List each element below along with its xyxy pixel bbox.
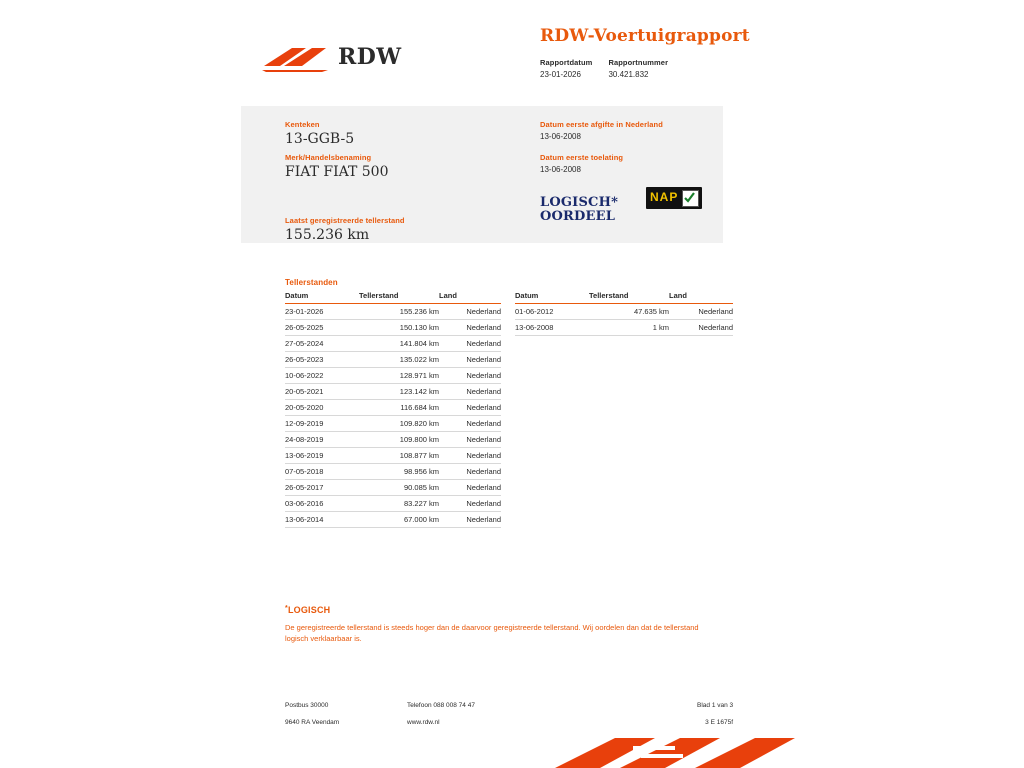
cell-datum: 20-05-2021 — [285, 384, 359, 400]
cell-datum: 26-05-2023 — [285, 352, 359, 368]
table-row — [285, 416, 501, 432]
cell-tellerstand: 90.085 km — [359, 480, 439, 496]
footer-form-code: 3 E 1675f — [705, 719, 733, 726]
footer-contact — [407, 702, 475, 726]
bottom-decorative-graphic-icon — [545, 738, 805, 768]
column-header-tellerstand: Tellerstand — [359, 291, 439, 304]
nap-badge — [646, 187, 702, 209]
cell-land: Nederland — [439, 480, 501, 496]
table-header-row — [515, 291, 733, 304]
table-row — [515, 320, 733, 336]
rdw-arrow-logo-icon — [262, 46, 330, 72]
footnote-body: De geregistreerde tellerstand is steeds hoger dan de daarvoor geregistreerde tellerstand. Wij oordelen dan dat de tellerstand logisch verklaarbaar is. — [285, 623, 699, 643]
cell-tellerstand: 83.227 km — [359, 496, 439, 512]
table-row — [285, 432, 501, 448]
table-row — [285, 496, 501, 512]
cell-datum: 07-05-2018 — [285, 464, 359, 480]
table-row — [285, 400, 501, 416]
footnote-title-text: LOGISCH — [287, 605, 331, 615]
last-odometer-value: 155.236 km — [285, 227, 370, 243]
cell-datum: 23-01-2026 — [285, 304, 359, 320]
judgement-line-2: OORDEEL — [540, 209, 616, 224]
cell-land: Nederland — [439, 448, 501, 464]
cell-datum: 13-06-2014 — [285, 512, 359, 528]
footnote-star: * — [285, 605, 288, 612]
cell-tellerstand: 155.236 km — [359, 304, 439, 320]
cell-datum: 10-06-2022 — [285, 368, 359, 384]
table-row — [285, 448, 501, 464]
report-meta — [540, 58, 840, 79]
cell-land: Nederland — [439, 320, 501, 336]
cell-datum: 13-06-2008 — [515, 320, 589, 336]
cell-tellerstand: 135.022 km — [359, 352, 439, 368]
table-row — [515, 304, 733, 320]
table-row — [285, 304, 501, 320]
first-admission-value: 13-06-2008 — [540, 165, 581, 174]
table-row — [285, 336, 501, 352]
report-number-label: Rapportnummer — [608, 58, 669, 67]
odometer-section-title: Tellerstanden — [285, 278, 338, 287]
first-admission-label: Datum eerste toelating — [540, 153, 624, 162]
footer-pagination — [697, 702, 733, 726]
cell-tellerstand: 1 km — [589, 320, 669, 336]
cell-land: Nederland — [669, 320, 733, 336]
report-number-value: 30.421.832 — [608, 70, 649, 79]
cell-datum: 01-06-2012 — [515, 304, 589, 320]
footnote-block — [285, 605, 705, 644]
footer-address-line-2: 9640 RA Veendam — [285, 719, 340, 726]
column-header-land: Land — [439, 291, 501, 304]
cell-land: Nederland — [439, 384, 501, 400]
kenteken-label: Kenteken — [285, 120, 320, 129]
cell-land: Nederland — [439, 368, 501, 384]
page-title: RDW-Voertuigrapport — [540, 26, 750, 46]
cell-land: Nederland — [439, 304, 501, 320]
footer-page-number: Blad 1 van 3 — [697, 702, 734, 709]
merk-value: FIAT FIAT 500 — [285, 164, 389, 180]
cell-land: Nederland — [439, 432, 501, 448]
judgement-block — [540, 196, 618, 224]
judgement-line-1: LOGISCH* — [540, 195, 619, 210]
table-row — [285, 464, 501, 480]
cell-datum: 24-08-2019 — [285, 432, 359, 448]
cell-tellerstand: 128.971 km — [359, 368, 439, 384]
table-row — [285, 512, 501, 528]
cell-land: Nederland — [439, 416, 501, 432]
table-row — [285, 352, 501, 368]
cell-tellerstand: 108.877 km — [359, 448, 439, 464]
cell-tellerstand: 150.130 km — [359, 320, 439, 336]
odometer-right-body — [515, 304, 733, 336]
cell-land: Nederland — [439, 496, 501, 512]
footer-website[interactable]: www.rdw.nl — [407, 719, 440, 726]
footnote-title — [285, 605, 705, 615]
table-row — [285, 480, 501, 496]
cell-tellerstand: 67.000 km — [359, 512, 439, 528]
first-registration-nl-value: 13-06-2008 — [540, 132, 581, 141]
footer-address — [285, 702, 339, 726]
report-date-block — [540, 58, 604, 79]
cell-tellerstand: 141.804 km — [359, 336, 439, 352]
cell-land: Nederland — [439, 464, 501, 480]
vehicle-summary-panel — [241, 106, 723, 243]
rdw-logo-block — [262, 22, 462, 68]
cell-land: Nederland — [439, 512, 501, 528]
odometer-table-right — [515, 291, 733, 336]
cell-datum: 12-09-2019 — [285, 416, 359, 432]
footer-address-line-1: Postbus 30000 — [285, 702, 329, 709]
cell-land: Nederland — [439, 352, 501, 368]
column-header-datum: Datum — [515, 291, 589, 304]
column-header-land: Land — [669, 291, 733, 304]
cell-tellerstand: 123.142 km — [359, 384, 439, 400]
odometer-left-body — [285, 304, 501, 528]
table-header-row — [285, 291, 501, 304]
report-number-block — [608, 58, 668, 79]
cell-datum: 27-05-2024 — [285, 336, 359, 352]
cell-datum: 13-06-2019 — [285, 448, 359, 464]
cell-datum: 26-05-2025 — [285, 320, 359, 336]
column-header-datum: Datum — [285, 291, 359, 304]
cell-tellerstand: 109.800 km — [359, 432, 439, 448]
brand-name: RDW — [338, 44, 402, 70]
table-row — [285, 384, 501, 400]
cell-tellerstand: 98.956 km — [359, 464, 439, 480]
cell-tellerstand: 47.635 km — [589, 304, 669, 320]
nap-badge-label: NAP — [650, 190, 679, 204]
cell-datum: 20-05-2020 — [285, 400, 359, 416]
cell-tellerstand: 116.684 km — [359, 400, 439, 416]
report-date-label: Rapportdatum — [540, 58, 593, 67]
report-date-value: 23-01-2026 — [540, 70, 581, 79]
odometer-table-left — [285, 291, 501, 528]
column-header-tellerstand: Tellerstand — [589, 291, 669, 304]
kenteken-value: 13-GGB-5 — [285, 131, 355, 147]
cell-land: Nederland — [439, 400, 501, 416]
cell-datum: 26-05-2017 — [285, 480, 359, 496]
cell-datum: 03-06-2016 — [285, 496, 359, 512]
cell-land: Nederland — [439, 336, 501, 352]
table-row — [285, 368, 501, 384]
last-odometer-label: Laatst geregistreerde tellerstand — [285, 216, 405, 225]
cell-tellerstand: 109.820 km — [359, 416, 439, 432]
nap-check-icon — [682, 190, 699, 207]
first-registration-nl-label: Datum eerste afgifte in Nederland — [540, 120, 663, 129]
footer-phone: Telefoon 088 008 74 47 — [407, 702, 475, 709]
cell-land: Nederland — [669, 304, 733, 320]
merk-label: Merk/Handelsbenaming — [285, 153, 372, 162]
table-row — [285, 320, 501, 336]
